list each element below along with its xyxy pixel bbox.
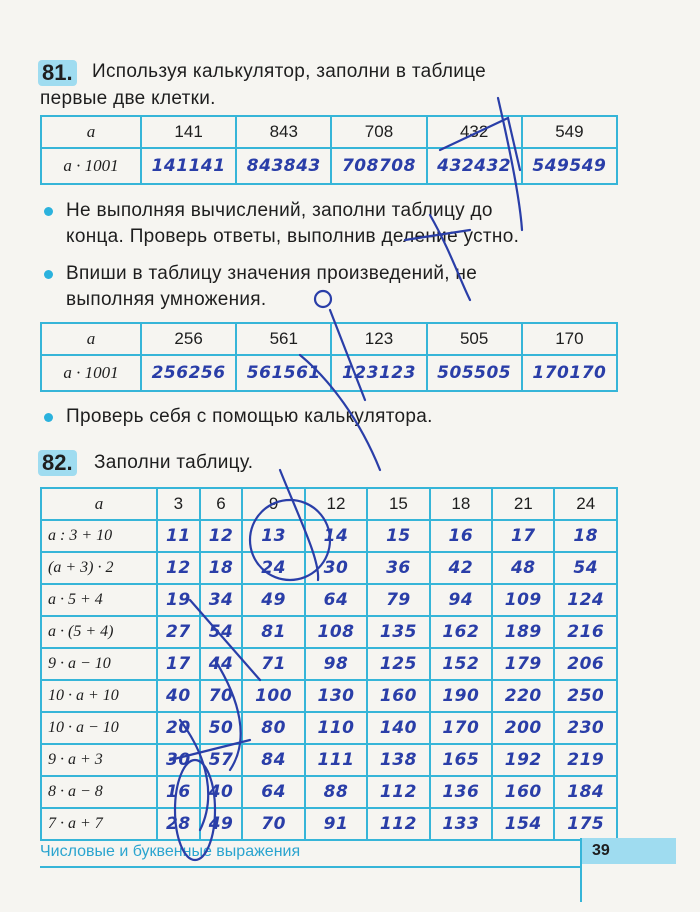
table-81-a-header-label: a (41, 116, 141, 148)
table-81-b (40, 322, 618, 392)
table-82-row (41, 616, 617, 648)
table-82-row-label: (a + 3) · 2 (41, 552, 157, 584)
handwritten-answer: 136 (430, 776, 492, 808)
table-82-row (41, 776, 617, 808)
handwritten-answer: 216 (554, 616, 617, 648)
handwritten-answer: 219 (554, 744, 617, 776)
handwritten-answer: 200 (492, 712, 554, 744)
handwritten-answer: 125 (367, 648, 429, 680)
handwritten-answer: 170170 (522, 355, 617, 391)
handwritten-answer: 123123 (331, 355, 426, 391)
table-82-row-label: a : 3 + 10 (41, 520, 157, 552)
handwritten-answer: 49 (200, 808, 243, 840)
handwritten-answer: 256256 (141, 355, 236, 391)
handwritten-answer: 79 (367, 584, 429, 616)
handwritten-answer: 70 (200, 680, 243, 712)
table-81-a-row-label: a · 1001 (41, 148, 141, 184)
table-81-b-header-row (41, 323, 617, 355)
table-81-b-value: 256 (141, 323, 236, 355)
handwritten-answer: 70 (242, 808, 304, 840)
handwritten-answer: 81 (242, 616, 304, 648)
handwritten-answer: 505505 (427, 355, 522, 391)
handwritten-answer: 16 (157, 776, 200, 808)
table-82-column-value: 6 (200, 488, 243, 520)
handwritten-answer: 91 (305, 808, 367, 840)
handwritten-answer: 112 (367, 776, 429, 808)
task-82-text: Заполни таблицу. (94, 452, 254, 473)
table-81-b-row-label: a · 1001 (41, 355, 141, 391)
table-82-row (41, 712, 617, 744)
handwritten-answer: 110 (305, 712, 367, 744)
handwritten-answer: 189 (492, 616, 554, 648)
handwritten-answer: 44 (200, 648, 243, 680)
handwritten-answer: 140 (367, 712, 429, 744)
table-82-column-value: 12 (305, 488, 367, 520)
handwritten-answer: 13 (242, 520, 304, 552)
table-82-column-value: 9 (242, 488, 304, 520)
task-82-number: 82. (38, 450, 77, 476)
handwritten-answer: 40 (157, 680, 200, 712)
task-81-line2: первые две клетки. (40, 88, 216, 109)
table-82-row-label: a · 5 + 4 (41, 584, 157, 616)
table-82-header-row (41, 488, 617, 520)
table-81-a-value: 843 (236, 116, 331, 148)
handwritten-answer: 50 (200, 712, 243, 744)
handwritten-answer: 170 (430, 712, 492, 744)
handwritten-answer: 160 (492, 776, 554, 808)
handwritten-answer: 30 (157, 744, 200, 776)
table-81-b-value: 123 (331, 323, 426, 355)
table-82-row (41, 744, 617, 776)
table-82-row-label: 10 · a + 10 (41, 680, 157, 712)
handwritten-answer: 18 (200, 552, 243, 584)
handwritten-answer: 49 (242, 584, 304, 616)
handwritten-answer: 152 (430, 648, 492, 680)
handwritten-answer: 36 (367, 552, 429, 584)
handwritten-answer: 30 (305, 552, 367, 584)
handwritten-answer: 124 (554, 584, 617, 616)
handwritten-answer: 160 (367, 680, 429, 712)
table-82-row (41, 680, 617, 712)
task-81-number: 81. (38, 60, 77, 86)
page-number: 39 (582, 838, 676, 864)
table-82-header-label: a (41, 488, 157, 520)
handwritten-answer: 11 (157, 520, 200, 552)
bullet-1-line1: Не выполняя вычислений, заполни таблицу до (66, 200, 493, 221)
handwritten-answer: 15 (367, 520, 429, 552)
table-81-b-value: 505 (427, 323, 522, 355)
bullet-2-line1: Впиши в таблицу значения произведений, не (66, 263, 478, 284)
handwritten-answer: 708708 (331, 148, 426, 184)
handwritten-answer: 206 (554, 648, 617, 680)
table-82-row-label: a · (5 + 4) (41, 616, 157, 648)
handwritten-answer: 57 (200, 744, 243, 776)
chapter-title: Числовые и буквенные выражения (40, 843, 301, 860)
handwritten-answer: 84 (242, 744, 304, 776)
table-82-row-label: 9 · a + 3 (41, 744, 157, 776)
handwritten-answer: 18 (554, 520, 617, 552)
handwritten-answer: 27 (157, 616, 200, 648)
handwritten-answer: 54 (200, 616, 243, 648)
table-82-column-value: 18 (430, 488, 492, 520)
table-81-b-answer-row (41, 355, 617, 391)
handwritten-answer: 88 (305, 776, 367, 808)
table-82 (40, 487, 618, 841)
footer-vertical-divider (580, 838, 582, 902)
handwritten-answer: 130 (305, 680, 367, 712)
table-81-a-value: 549 (522, 116, 617, 148)
handwritten-answer: 94 (430, 584, 492, 616)
handwritten-answer: 64 (305, 584, 367, 616)
footer-divider (40, 866, 580, 868)
handwritten-answer: 561561 (236, 355, 331, 391)
bullet-dot (44, 270, 53, 279)
handwritten-answer: 192 (492, 744, 554, 776)
bullet-2-line2: выполняя умножения. (66, 289, 267, 310)
handwritten-answer: 111 (305, 744, 367, 776)
table-82-row (41, 648, 617, 680)
handwritten-answer: 165 (430, 744, 492, 776)
handwritten-answer: 135 (367, 616, 429, 648)
handwritten-answer: 108 (305, 616, 367, 648)
table-81-a-header-row (41, 116, 617, 148)
handwritten-answer: 48 (492, 552, 554, 584)
table-82-column-value: 21 (492, 488, 554, 520)
bullet-dot (44, 207, 53, 216)
table-81-b-value: 561 (236, 323, 331, 355)
handwritten-answer: 432432 (427, 148, 522, 184)
handwritten-answer: 24 (242, 552, 304, 584)
handwritten-answer: 184 (554, 776, 617, 808)
handwritten-answer: 843843 (236, 148, 331, 184)
handwritten-answer: 14 (305, 520, 367, 552)
handwritten-answer: 98 (305, 648, 367, 680)
handwritten-answer: 19 (157, 584, 200, 616)
table-82-column-value: 24 (554, 488, 617, 520)
table-81-a-value: 432 (427, 116, 522, 148)
handwritten-answer: 175 (554, 808, 617, 840)
table-81-a-value: 708 (331, 116, 426, 148)
table-81-a-value: 141 (141, 116, 236, 148)
handwritten-answer: 42 (430, 552, 492, 584)
handwritten-answer: 28 (157, 808, 200, 840)
handwritten-answer: 112 (367, 808, 429, 840)
handwritten-answer: 162 (430, 616, 492, 648)
table-81-b-header-label: a (41, 323, 141, 355)
handwritten-answer: 250 (554, 680, 617, 712)
table-82-row (41, 808, 617, 840)
bullet-1-line2: конца. Проверь ответы, выполнив деление устно. (66, 226, 520, 247)
handwritten-answer: 54 (554, 552, 617, 584)
table-82-row (41, 520, 617, 552)
table-82-column-value: 3 (157, 488, 200, 520)
handwritten-answer: 20 (157, 712, 200, 744)
handwritten-answer: 80 (242, 712, 304, 744)
handwritten-answer: 138 (367, 744, 429, 776)
handwritten-answer: 12 (200, 520, 243, 552)
table-81-b-value: 170 (522, 323, 617, 355)
handwritten-answer: 133 (430, 808, 492, 840)
table-82-row-label: 9 · a − 10 (41, 648, 157, 680)
handwritten-answer: 109 (492, 584, 554, 616)
table-82-row-label: 7 · a + 7 (41, 808, 157, 840)
handwritten-answer: 12 (157, 552, 200, 584)
bullet-3: Проверь себя с помощью калькулятора. (66, 406, 433, 427)
handwritten-answer: 230 (554, 712, 617, 744)
handwritten-answer: 71 (242, 648, 304, 680)
table-81-a (40, 115, 618, 185)
handwritten-answer: 190 (430, 680, 492, 712)
handwritten-answer: 179 (492, 648, 554, 680)
handwritten-answer: 549549 (522, 148, 617, 184)
handwritten-answer: 64 (242, 776, 304, 808)
handwritten-answer: 17 (492, 520, 554, 552)
table-82-row (41, 584, 617, 616)
handwritten-answer: 40 (200, 776, 243, 808)
handwritten-answer: 100 (242, 680, 304, 712)
table-82-row-label: 10 · a − 10 (41, 712, 157, 744)
handwritten-answer: 16 (430, 520, 492, 552)
handwritten-answer: 154 (492, 808, 554, 840)
task-81-line1: Используя калькулятор, заполни в таблице (92, 61, 486, 82)
handwritten-answer: 141141 (141, 148, 236, 184)
table-82-column-value: 15 (367, 488, 429, 520)
handwritten-answer: 34 (200, 584, 243, 616)
bullet-dot (44, 413, 53, 422)
table-82-row-label: 8 · a − 8 (41, 776, 157, 808)
table-82-row (41, 552, 617, 584)
table-81-a-answer-row (41, 148, 617, 184)
handwritten-answer: 220 (492, 680, 554, 712)
handwritten-answer: 17 (157, 648, 200, 680)
